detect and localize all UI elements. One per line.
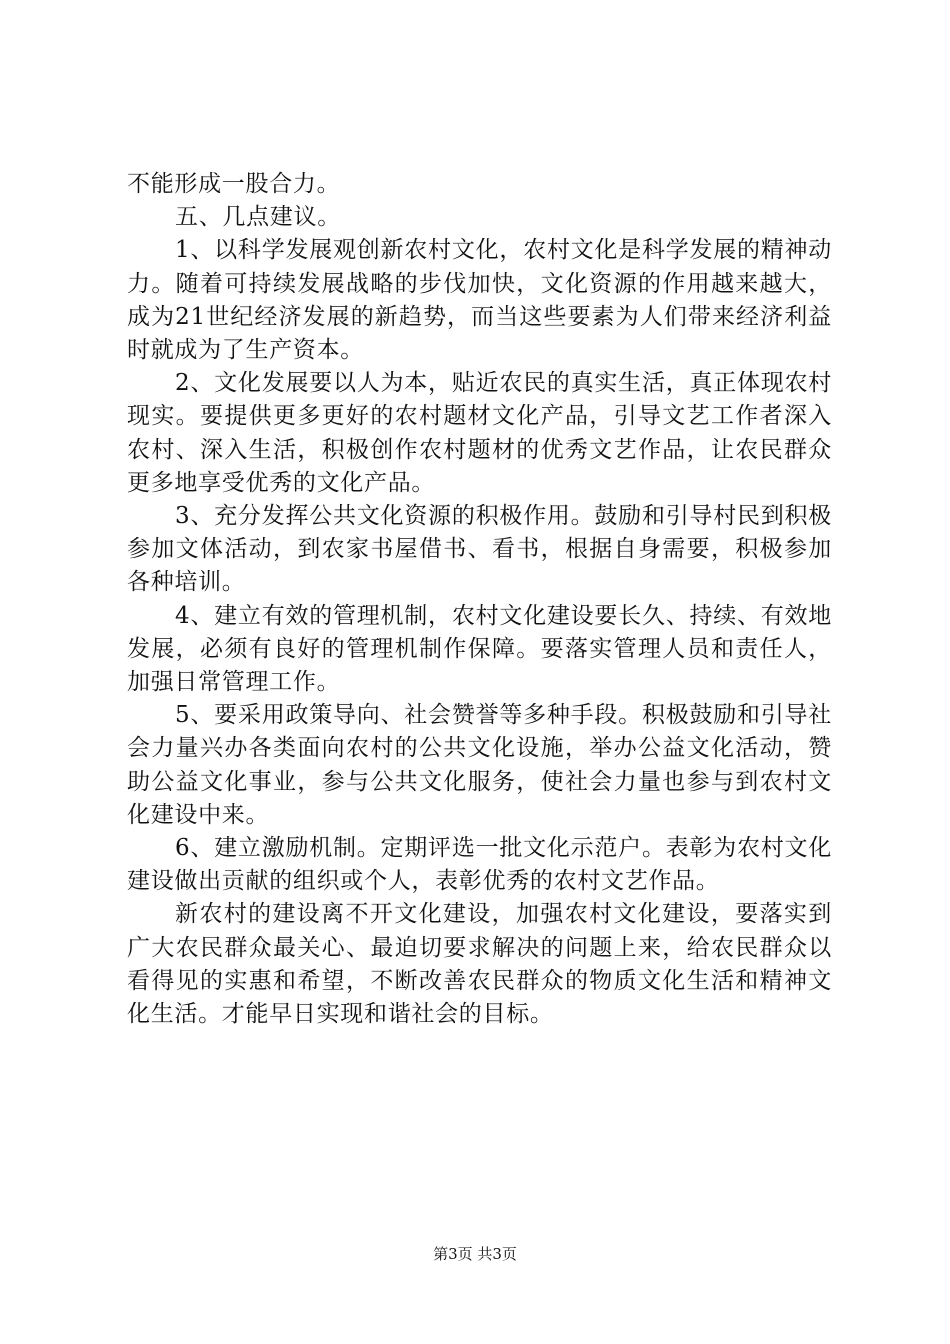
closing-paragraph: 新农村的建设离不开文化建设，加强农村文化建设，要落实到广大农民群众最关心、最迫切要求解决的问题上来，给农民群众以看得见的实惠和希望，不断改善农民群众的物质文化生活和精神文化生活。才能早日实现和谐社会的目标。 [127, 901, 832, 1028]
page-number-footer: 第3页 共3页 [433, 1245, 517, 1263]
paragraph: 不能形成一股合力。 [127, 171, 341, 197]
section-heading: 五、几点建议。 [175, 204, 341, 231]
paragraph: 4、建立有效的管理机制，农村文化建设要长久、持续、有效地发展，必须有良好的管理机制作保障。要落实管理人员和责任人，加强日常管理工作。 [127, 602, 832, 696]
paragraph: 3、充分发挥公共文化资源的积极作用。鼓励和引导村民到积极参加文体活动，到农家书屋借书、看书，根据自身需要，积极参加各种培训。 [127, 503, 832, 596]
document-body [127, 168, 832, 1031]
paragraph: 5、要采用政策导向、社会赞誉等多种手段。积极鼓励和引导社会力量兴办各类面向农村的公共文化设施，举办公益文化活动，赞助公益文化事业，参与公共文化服务，使社会力量也参与到农村文化建设中来。 [127, 702, 832, 828]
paragraph: 6、建立激励机制。定期评选一批文化示范户。表彰为农村文化建设做出贡献的组织或个人，表彰优秀的农村文艺作品。 [127, 835, 832, 895]
paragraph: 2、文化发展要以人为本，贴近农民的真实生活，真正体现农村现实。要提供更多更好的农村题材文化产品，引导文艺工作者深入农村、深入生活，积极创作农村题材的优秀文艺作品，让农民群众更多地享受优秀的文化产品。 [127, 370, 832, 496]
paragraph: 1、以科学发展观创新农村文化，农村文化是科学发展的精神动力。随着可持续发展战略的步伐加快，文化资源的作用越来越大，成为21世纪经济发展的新趋势，而当这些要素为人们带来经济利益时就成为了生产资本。 [127, 237, 832, 364]
